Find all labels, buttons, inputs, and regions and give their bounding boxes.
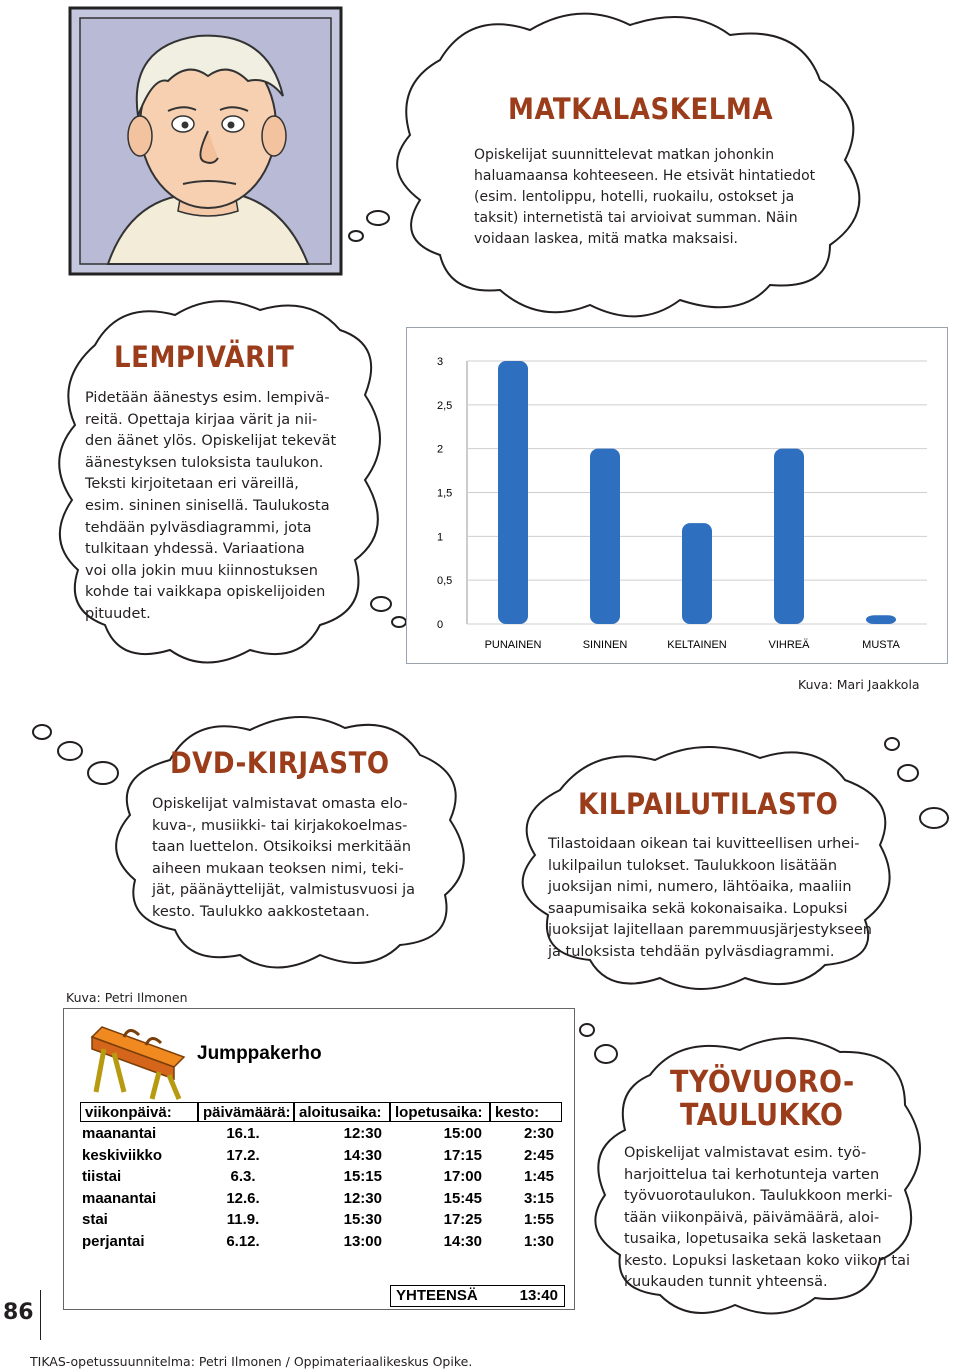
tyovuoro-body: Opiskelijat valmistavat esim. työ- harjoittelua tai kerhotunteja varten työvuorotaulukon. Taulukkoon merki- tään viikonpäivä, päivämäärä, aloi- tusaika, lopetusaika sekä lasketaan kesto. Lopuksi lasketaan koko viikon tai kuukauden tunnit yhteensä. bbox=[624, 1145, 910, 1290]
x-tick-label: VIHREÄ bbox=[768, 639, 810, 651]
jumppa-title: Jumppakerho bbox=[197, 1043, 322, 1064]
table-cell: keskiviikko bbox=[82, 1146, 163, 1164]
table-cell: 2:45 bbox=[523, 1146, 554, 1164]
table-cell: tiistai bbox=[82, 1168, 122, 1185]
page-number-bar bbox=[40, 1290, 41, 1340]
bar-punainen bbox=[498, 361, 528, 624]
table-header: päivämäärä: bbox=[198, 1102, 294, 1122]
table-cell: 15:45 bbox=[443, 1189, 482, 1207]
footer-credit: TIKAS-opetussuunnitelma: Petri Ilmonen / Oppimateriaalikeskus Opike. bbox=[30, 1354, 473, 1369]
table-cell: 17.2. bbox=[226, 1146, 260, 1164]
table-cell: 12:30 bbox=[343, 1125, 382, 1142]
total-value: 13:40 bbox=[519, 1287, 558, 1304]
kilpailu-title: KILPAILUTILASTO bbox=[578, 787, 839, 821]
x-tick-label: MUSTA bbox=[862, 639, 900, 651]
y-tick-label: 0 bbox=[437, 619, 444, 631]
y-tick-label: 0,5 bbox=[437, 575, 453, 588]
jumppa-grid bbox=[64, 1009, 574, 1309]
lempivarit-body: Pidetään äänestys esim. lempivä- reitä. Opettaja kirjaa värit ja nii- den äänet ylös. Opiskelijat tekevät äänestyksen tuloksista taulukon. Teksti kirjoitetaan eri väreillä, esim. sininen sinisellä. Taulukosta tehdään pylväsdiagrammi, jota tulkitaan yhdessä. Variaationa voi olla jokin muu kiinnostuksen kohde tai vaikkapa opiskelijoiden pituudet. bbox=[85, 390, 337, 622]
table-cell: 12:30 bbox=[343, 1189, 382, 1207]
table-cell: perjantai bbox=[82, 1232, 145, 1250]
table-cell: 6.3. bbox=[230, 1168, 256, 1185]
bar-chart bbox=[406, 327, 948, 664]
total-box bbox=[390, 1285, 565, 1307]
table-cell: 1:45 bbox=[523, 1168, 554, 1185]
table-cell: 1:55 bbox=[523, 1211, 554, 1228]
dvd-title: DVD-KIRJASTO bbox=[170, 746, 390, 780]
table-header: aloitusaika: bbox=[294, 1102, 390, 1122]
table-cell: 15:30 bbox=[343, 1211, 382, 1228]
table-cell: 17:25 bbox=[443, 1211, 482, 1228]
table-cell: maanantai bbox=[82, 1189, 157, 1207]
table-cell: 16.1. bbox=[226, 1125, 260, 1142]
tyovuoro-title-2: TAULUKKO bbox=[680, 1098, 844, 1133]
table-cell: 2:30 bbox=[523, 1125, 554, 1142]
total-label: YHTEENSÄ bbox=[396, 1287, 478, 1304]
bar-sininen bbox=[590, 449, 620, 624]
table-header: lopetusaika: bbox=[390, 1102, 490, 1122]
credit-mari: Kuva: Mari Jaakkola bbox=[798, 677, 920, 692]
jumppakerho-table bbox=[63, 1008, 575, 1310]
y-tick-label: 1,5 bbox=[437, 487, 453, 500]
y-tick-label: 2,5 bbox=[437, 399, 453, 412]
table-cell: 13:00 bbox=[343, 1232, 382, 1250]
table-header: viikonpäivä: bbox=[80, 1102, 198, 1122]
table-cell: 3:15 bbox=[523, 1189, 554, 1207]
table-cell: 11.9. bbox=[226, 1211, 260, 1228]
table-cell: maanantai bbox=[82, 1125, 157, 1142]
bar-musta bbox=[866, 615, 896, 624]
y-tick-label: 3 bbox=[437, 356, 444, 368]
x-tick-label: KELTAINEN bbox=[667, 639, 727, 651]
matkalaskelma-body: Opiskelijat suunnittelevat matkan johonkin haluamaansa kohteeseen. He etsivät hintatiedot (esim. lentolippu, hotelli, ruokailu, ostokset ja taksit) internetistä tai arvioivat summan. Näin voidaan laskea, mitä matka maksaisi. bbox=[474, 147, 816, 247]
table-cell: stai bbox=[82, 1211, 108, 1228]
x-tick-label: SININEN bbox=[582, 639, 628, 651]
table-cell: 15:00 bbox=[443, 1125, 482, 1142]
table-cell: 15:15 bbox=[343, 1168, 382, 1185]
tyovuoro-title-1: TYÖVUORO- bbox=[670, 1065, 855, 1100]
table-cell: 14:30 bbox=[343, 1146, 382, 1164]
table-cell: 12.6. bbox=[226, 1189, 260, 1207]
y-tick-label: 1 bbox=[437, 531, 444, 544]
page-number: 86 bbox=[3, 1300, 34, 1325]
table-cell: 14:30 bbox=[443, 1232, 482, 1250]
table-cell: 17:15 bbox=[443, 1146, 482, 1164]
table-cell: 17:00 bbox=[443, 1168, 482, 1185]
table-header: kesto: bbox=[490, 1102, 562, 1122]
bar-vihreä bbox=[774, 449, 804, 624]
credit-petri: Kuva: Petri Ilmonen bbox=[66, 990, 188, 1005]
lempivarit-title: LEMPIVÄRIT bbox=[114, 340, 295, 374]
dvd-body: Opiskelijat valmistavat omasta elo- kuva-, musiikki- tai kirjakokoelmas- taan luettelon. Otsikoiksi merkitään aiheen mukaan teoksen nimi, teki- jät, päänäyttelijät, valmistusvuosi ja kesto. Taulukko aakkostetaan. bbox=[152, 796, 415, 920]
x-tick-label: PUNAINEN bbox=[484, 639, 542, 651]
y-tick-label: 2 bbox=[437, 443, 444, 456]
bar-keltainen bbox=[682, 523, 712, 624]
bar-chart-svg bbox=[407, 328, 947, 663]
table-cell: 1:30 bbox=[523, 1232, 554, 1250]
matkalaskelma-title: MATKALASKELMA bbox=[508, 92, 774, 126]
kilpailu-body: Tilastoidaan oikean tai kuvitteellisen urhei- lukilpailun tulokset. Taulukkoon lisätään juoksijan nimi, numero, lähtöaika, maaliin saapumisaika sekä kokonaisaika. Lopuksi juoksijat lajitellaan paremmuusjärjestykseen ja tuloksista tehdään pylväsdiagrammi. bbox=[548, 836, 872, 960]
table-cell: 6.12. bbox=[226, 1232, 260, 1250]
